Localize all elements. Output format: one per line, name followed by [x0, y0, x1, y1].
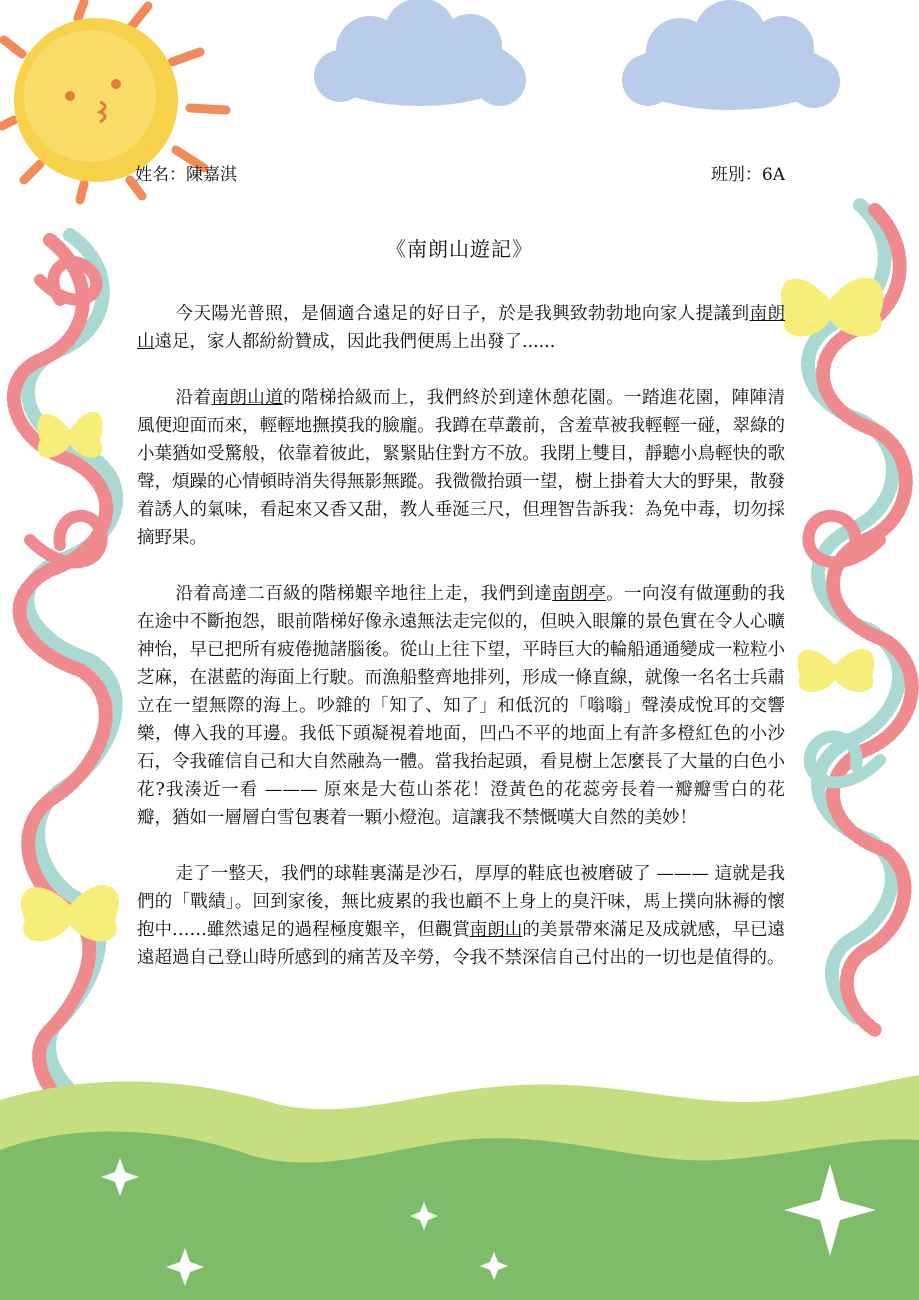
ribbon-left	[14, 235, 116, 1100]
paragraph-1-text-a: 今天陽光普照，是個適合遠足的好日子，於是我興致勃勃地向家人提議到	[175, 304, 750, 324]
paragraph-2-text-a: 沿着	[175, 388, 212, 408]
place-name-nanlang-mountain: 南朗山	[137, 304, 786, 352]
essay-body	[137, 300, 785, 1000]
paragraph-2	[137, 384, 785, 552]
paragraph-3-text-a: 沿着高達二百級的階梯艱辛地往上走，我們到達	[175, 584, 553, 604]
paragraph-4-text-a: 走了一整天，我們的球鞋裏滿是沙石，厚厚的鞋底也被磨破了 ——— 這就是我們的「戰績」。回到家後，無比疲累的我也顧不上身上的臭汗味，馬上撲向牀褥的懷抱中……雖然遠足的過程極度艱辛，但觀賞	[137, 864, 785, 940]
cloud-left	[314, 0, 526, 106]
paragraph-2-text-b: 的階梯拾級而上，我們終於到達休憩花園。一踏進花園，陣陣清風便迎面而來，輕輕地撫摸我的臉龐。我蹲在草叢前，含羞草被我輕輕一碰，翠綠的小葉猶如受驚般，依靠着彼此，緊緊貼住對方不放。我閉上雙目，靜聽小鳥輕快的歌聲，煩躁的心情頓時消失得無影無蹤。我微微抬頭一望，樹上掛着大大的野果，散發着誘人的氣味，看起來又香又甜，教人垂涎三尺，但理智告訴我：為免中毒，切勿採摘野果。	[137, 388, 786, 548]
paragraph-4	[137, 860, 785, 972]
paragraph-1-text-b: 遠足，家人都紛紛贊成，因此我們便馬上出發了......	[154, 332, 556, 352]
paragraph-3	[137, 580, 785, 832]
place-name-nanlang-pavilion: 南朗亭	[552, 584, 607, 604]
student-name: 姓名：陳嘉淇	[135, 165, 237, 185]
place-name-nanlang-mountain-2: 南朗山	[469, 920, 523, 940]
paragraph-4-text-b: 的美景帶來滿足及成就感，早已遠遠超過自己登山時所感到的痛苦及辛勞，令我不禁深信自己付出的一切也是值得的。	[137, 920, 786, 968]
student-info	[135, 160, 785, 184]
place-name-nanlang-road: 南朗山道	[211, 388, 284, 408]
essay-title: 《南朗山遊記》	[386, 237, 533, 261]
cloud-right	[622, 0, 840, 110]
butterfly-right-lower	[797, 649, 874, 692]
paragraph-3-text-b: 。一向沒有做運動的我在途中不斷抱怨，眼前階梯好像永遠無法走完似的，但映入眼簾的景色實在令人心曠神怡，早已把所有疲倦拋諸腦後。從山上往下望，平時巨大的輪船通通變成一粒粒小芝麻，在湛藍的海面上行駛。而漁船整齊地排列，形成一條直線，就像一名名士兵肅立在一望無際的海上。吵雜的「知了、知了」和低沉的「嗡嗡」聲湊成悅耳的交響樂，傳入我的耳邊。我低下頭凝視着地面，凹凸不平的地面上有許多橙紅色的小沙石，令我確信自己和大自然融為一體。當我抬起頭，看見樹上怎麼長了大量的白色小花?我湊近一看 ——— 原來是大苞山茶花！澄黃色的花蕊旁長着一瓣瓣雪白的花瓣，猶如一層層白雪包裹着一顆小燈泡。這讓我不禁慨嘆大自然的美妙！	[137, 584, 786, 828]
grass-hills	[0, 1075, 919, 1300]
student-class: 班別：6A	[710, 165, 785, 185]
paragraph-1	[137, 300, 785, 356]
